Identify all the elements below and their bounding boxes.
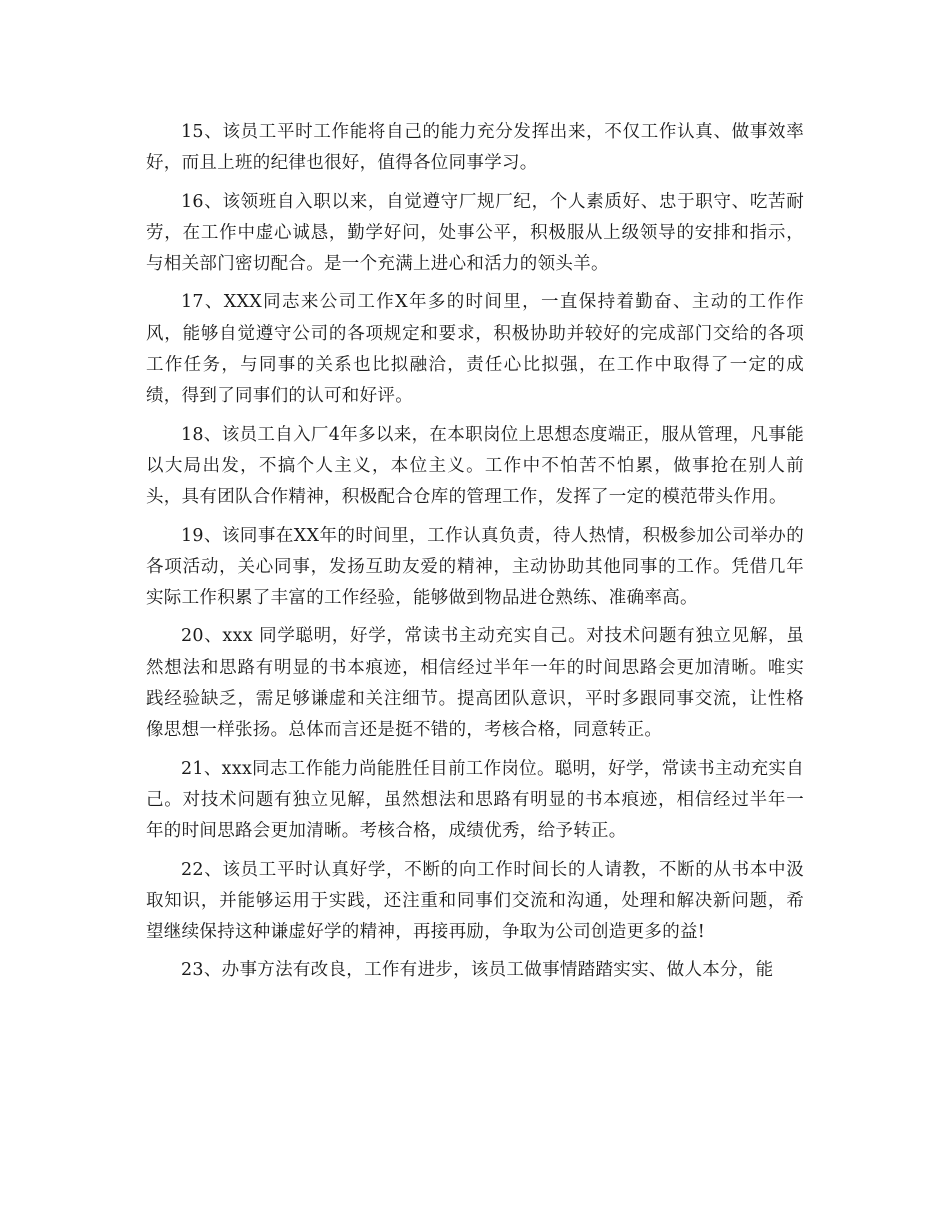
document-body [146,117,804,994]
paragraph-17: 17、XXX同志来公司工作X年多的时间里，一直保持着勤奋、主动的工作作风，能够自觉遵守公司的各项规定和要求，积极协助并较好的完成部门交给的各项工作任务，与同事的关系也比拟融洽，责任心比拟强，在工作中取得了一定的成绩，得到了同事们的认可和好评。 [146,292,804,407]
paragraph-16: 16、该领班自入职以来，自觉遵守厂规厂纪，个人素质好、忠于职守、吃苦耐劳，在工作中虚心诚恳，勤学好问，处事公平，积极服从上级领导的安排和指示，与相关部门密切配合。是一个充满上进心和活力的领头羊。 [146,191,804,275]
paragraph-15: 15、该员工平时工作能将自己的能力充分发挥出来，不仅工作认真、做事效率好，而且上班的纪律也很好，值得各位同事学习。 [146,122,804,174]
paragraph-23: 23、办事方法有改良，工作有进步，该员工做事情踏踏实实、做人本分，能 [181,960,774,981]
paragraph-20: 20、xxx 同学聪明，好学，常读书主动充实自己。对技术问题有独立见解，虽然想法和思路有明显的书本痕迹，相信经过半年一年的时间思路会更加清晰。唯实践经验缺乏，需足够谦虚和关注细节。提高团队意识，平时多跟同事交流，让性格像思想一样张扬。总体而言还是挺不错的，考核合格，同意转正。 [146,626,804,741]
paragraph-18: 18、该员工自入厂4年多以来，在本职岗位上思想态度端正，服从管理，凡事能以大局出发，不搞个人主义，本位主义。工作中不怕苦不怕累，做事抢在别人前头，具有团队合作精神，积极配合仓库的管理工作，发挥了一定的模范带头作用。 [146,424,804,508]
paragraph-21: 21、xxx同志工作能力尚能胜任目前工作岗位。聪明，好学，常读书主动充实自己。对技术问题有独立见解，虽然想法和思路有明显的书本痕迹，相信经过半年一年的时间思路会更加清晰。考核合格，成绩优秀，给予转正。 [146,758,804,842]
paragraph-22: 22、该员工平时认真好学，不断的向工作时间长的人请教，不断的从书本中汲取知识，并能够运用于实践，还注重和同事们交流和沟通，处理和解决新问题，希望继续保持这种谦虚好学的精神，再接再励，争取为公司创造更多的益! [146,859,804,943]
paragraph-19: 19、该同事在XX年的时间里，工作认真负责，待人热情，积极参加公司举办的各项活动，关心同事，发扬互助友爱的精神，主动协助其他同事的工作。凭借几年实际工作积累了丰富的工作经验，能够做到物品进仓熟练、准确率高。 [146,525,804,609]
